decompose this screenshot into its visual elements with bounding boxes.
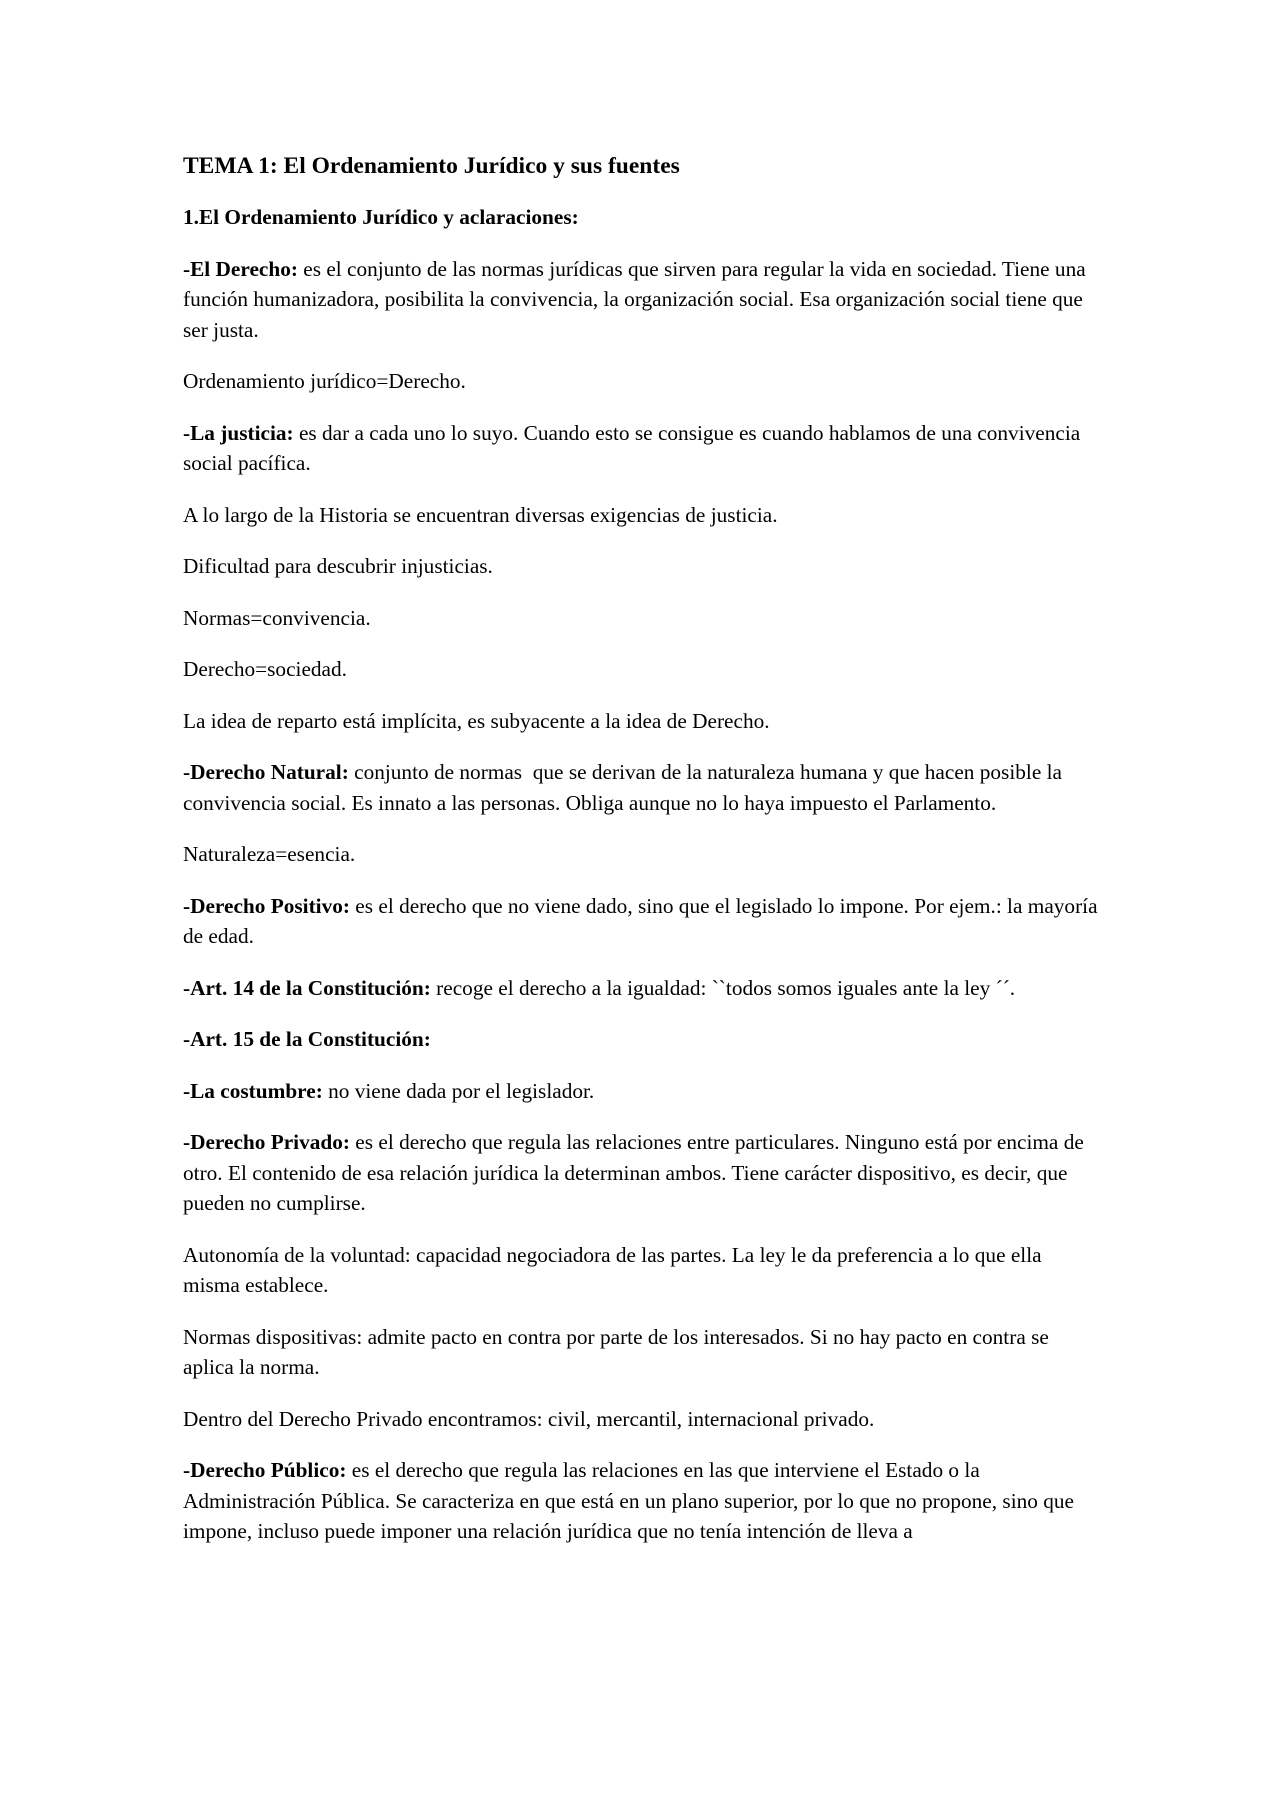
paragraph [183,1404,1103,1435]
paragraph-term: -Derecho Público: [183,1458,347,1482]
section-heading: 1.El Ordenamiento Jurídico y aclaraciones: [183,205,579,229]
paragraph [183,1127,1103,1219]
paragraph-term: -Art. 14 de la Constitución: [183,975,431,1000]
paragraph-term: -La costumbre: [183,1078,323,1103]
paragraph-term: -Derecho Natural: [183,760,349,784]
paragraph-term: -La justicia: [183,420,294,445]
paragraph-text: no viene dada por el legislador. [322,1078,595,1103]
paragraph [183,366,1103,397]
paragraph-text: Normas=convivencia. [183,605,371,630]
paragraph [183,1240,1103,1301]
paragraph [183,551,1103,582]
paragraph-text: Dentro del Derecho Privado encontramos: civil, mercantil, internacional privado. [183,1406,875,1431]
paragraph [183,706,1103,737]
paragraph [183,603,1103,634]
paragraph-term: -El Derecho: [183,256,298,281]
paragraph [183,757,1103,818]
paragraph [183,891,1103,952]
paragraph [183,839,1103,870]
paragraph-text: es el conjunto de las normas jurídicas que sirven para regular la vida en sociedad. Tiene una función humanizadora, posibilita la convivencia, la organización social. Esa organización social tiene que ser justa. [183,256,1092,342]
paragraph-text: Ordenamiento jurídico=Derecho. [183,369,466,393]
paragraph [183,1076,1103,1107]
paragraph-text: Normas dispositivas: admite pacto en contra por parte de los interesados. Si no hay pacto en contra se aplica la norma. [183,1324,1055,1379]
paragraph-text: Derecho=sociedad. [183,657,347,681]
paragraph [183,418,1103,479]
paragraph-text: Dificultad para descubrir injusticias. [183,554,493,578]
paragraph-term: -Derecho Positivo: [183,893,350,918]
paragraph [183,1024,1103,1055]
paragraph-text: es el derecho que no viene dado, sino que el legislado lo impone. Por ejem.: la mayoría de edad. [183,893,1103,948]
paragraph-text: recoge el derecho a la igualdad: ``todos somos iguales ante la ley ´´. [430,975,1016,1000]
paragraph-text: Autonomía de la voluntad: capacidad negociadora de las partes. La ley le da preferencia a lo que ella misma establece. [183,1242,1047,1297]
document-page [183,150,1103,1568]
document-title: TEMA 1: El Ordenamiento Jurídico y sus fuentes [183,153,680,179]
paragraph [183,1455,1103,1547]
paragraph-text: A lo largo de la Historia se encuentran diversas exigencias de justicia. [183,502,778,527]
paragraph [183,654,1103,685]
paragraph-term: -Derecho Privado: [183,1130,350,1154]
paragraph-text: es el derecho que regula las relaciones entre particulares. Ninguno está por encima de otro. El contenido de esa relación jurídica la determinan ambos. Tiene carácter dispositivo, es decir, que pueden no cumplirse. [183,1130,1090,1215]
paragraph-text: La idea de reparto está implícita, es subyacente a la idea de Derecho. [183,708,770,733]
paragraph [183,500,1103,531]
paragraph-text: es dar a cada uno lo suyo. Cuando esto se consigue es cuando hablamos de una convivencia social pacífica. [183,420,1086,475]
paragraph-term: -Art. 15 de la Constitución: [183,1027,431,1051]
paragraph-text: Naturaleza=esencia. [183,842,356,866]
paragraph-text: conjunto de normas que se derivan de la naturaleza humana y que hacen posible la convivencia social. Es innato a las personas. Obliga aunque no lo haya impuesto el Parlamento. [183,760,1068,815]
paragraph [183,1322,1103,1383]
paragraph-text: es el derecho que regula las relaciones en las que interviene el Estado o la Administración Pública. Se caracteriza en que está en un plano superior, por lo que no propone, sino que impone, incluso puede imponer una relación jurídica que no tenía intención de lleva a [183,1458,1080,1543]
paragraph [183,254,1103,346]
paragraph [183,973,1103,1004]
